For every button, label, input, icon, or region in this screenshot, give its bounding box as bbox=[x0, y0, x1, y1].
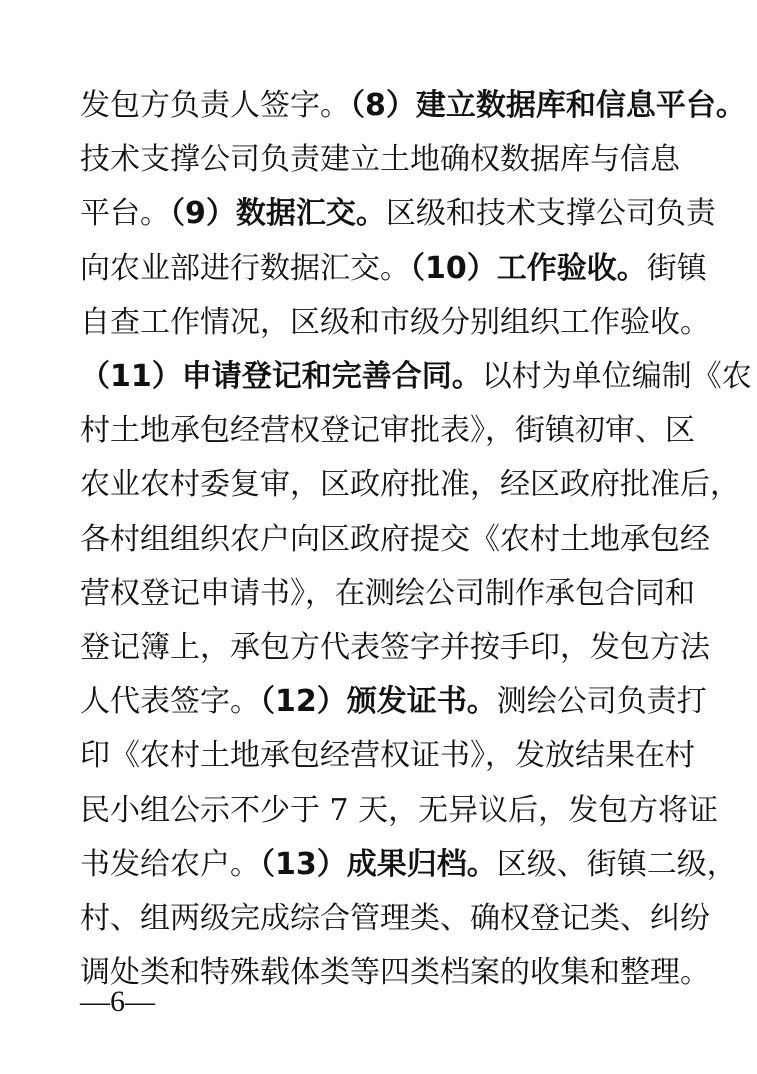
text-line bbox=[80, 680, 707, 724]
text-segment: 村土地承包经营权登记审批表》，街镇初审、区 bbox=[80, 413, 695, 449]
text-segment: 调处类和特殊载体类等四类档案的收集和整理。 bbox=[80, 955, 710, 991]
text-line bbox=[80, 84, 746, 128]
bold-heading-segment: （8）建立数据库和信息平台。 bbox=[350, 88, 746, 123]
bold-heading-segment: （11）申请登记和完善合同。 bbox=[80, 359, 482, 394]
text-segment: 区级、街镇二级， bbox=[496, 846, 737, 882]
text-segment: 营权登记申请书》，在测绘公司制作承包合同和 bbox=[80, 575, 695, 611]
text-segment: 人代表签字。 bbox=[80, 684, 260, 720]
text-line bbox=[80, 734, 695, 778]
page-number: —6— bbox=[80, 985, 155, 1018]
text-line bbox=[80, 301, 710, 345]
bold-heading-segment: （13）成果归档。 bbox=[260, 846, 497, 882]
text-segment: 书发给农户。 bbox=[80, 846, 260, 882]
text-line bbox=[80, 897, 710, 941]
text-segment: 自查工作情况，区级和市级分别组织工作验收。 bbox=[80, 304, 710, 340]
text-segment: 登记簿上，承包方代表签字并按手印，发包方法 bbox=[80, 630, 710, 665]
text-line bbox=[80, 951, 710, 995]
text-line bbox=[80, 463, 740, 507]
text-segment: 农业农村委复审，区政府批准，经区政府批准后， bbox=[80, 467, 740, 503]
bold-heading-segment: （9）数据汇交。 bbox=[170, 196, 386, 232]
text-line bbox=[80, 572, 695, 616]
text-line bbox=[80, 247, 707, 291]
text-segment: 村、组两级完成综合管理类、确权登记类、纠纷 bbox=[80, 901, 710, 936]
text-line bbox=[80, 409, 695, 453]
text-segment: 街镇 bbox=[646, 250, 707, 286]
text-segment: 以村为单位编制《农 bbox=[481, 359, 752, 394]
text-line bbox=[80, 626, 710, 670]
bold-heading-segment: （12）颁发证书。 bbox=[260, 684, 497, 720]
text-segment: 各村组组织农户向区政府提交《农村土地承包经 bbox=[80, 521, 710, 557]
text-line bbox=[80, 518, 710, 562]
text-line bbox=[80, 192, 716, 236]
text-segment: 民小组公示不少于 7 天，无异议后，发包方将证 bbox=[80, 792, 719, 828]
text-segment: 技术支撑公司负责建立土地确权数据库与信息 bbox=[80, 142, 680, 178]
text-segment: 向农业部进行数据汇交。 bbox=[80, 250, 410, 286]
text-segment: 平台。 bbox=[80, 196, 170, 232]
text-segment: 测绘公司负责打 bbox=[496, 684, 707, 720]
bold-heading-segment: （10）工作验收。 bbox=[410, 250, 647, 286]
text-line bbox=[80, 843, 737, 887]
text-segment: 印《农村土地承包经营权证书》，发放结果在村 bbox=[80, 738, 695, 774]
text-segment: 发包方负责人签字。 bbox=[80, 88, 350, 123]
text-segment: 区级和技术支撑公司负责 bbox=[385, 196, 716, 232]
text-line bbox=[80, 789, 719, 833]
text-line bbox=[80, 138, 680, 182]
text-line bbox=[80, 355, 752, 399]
